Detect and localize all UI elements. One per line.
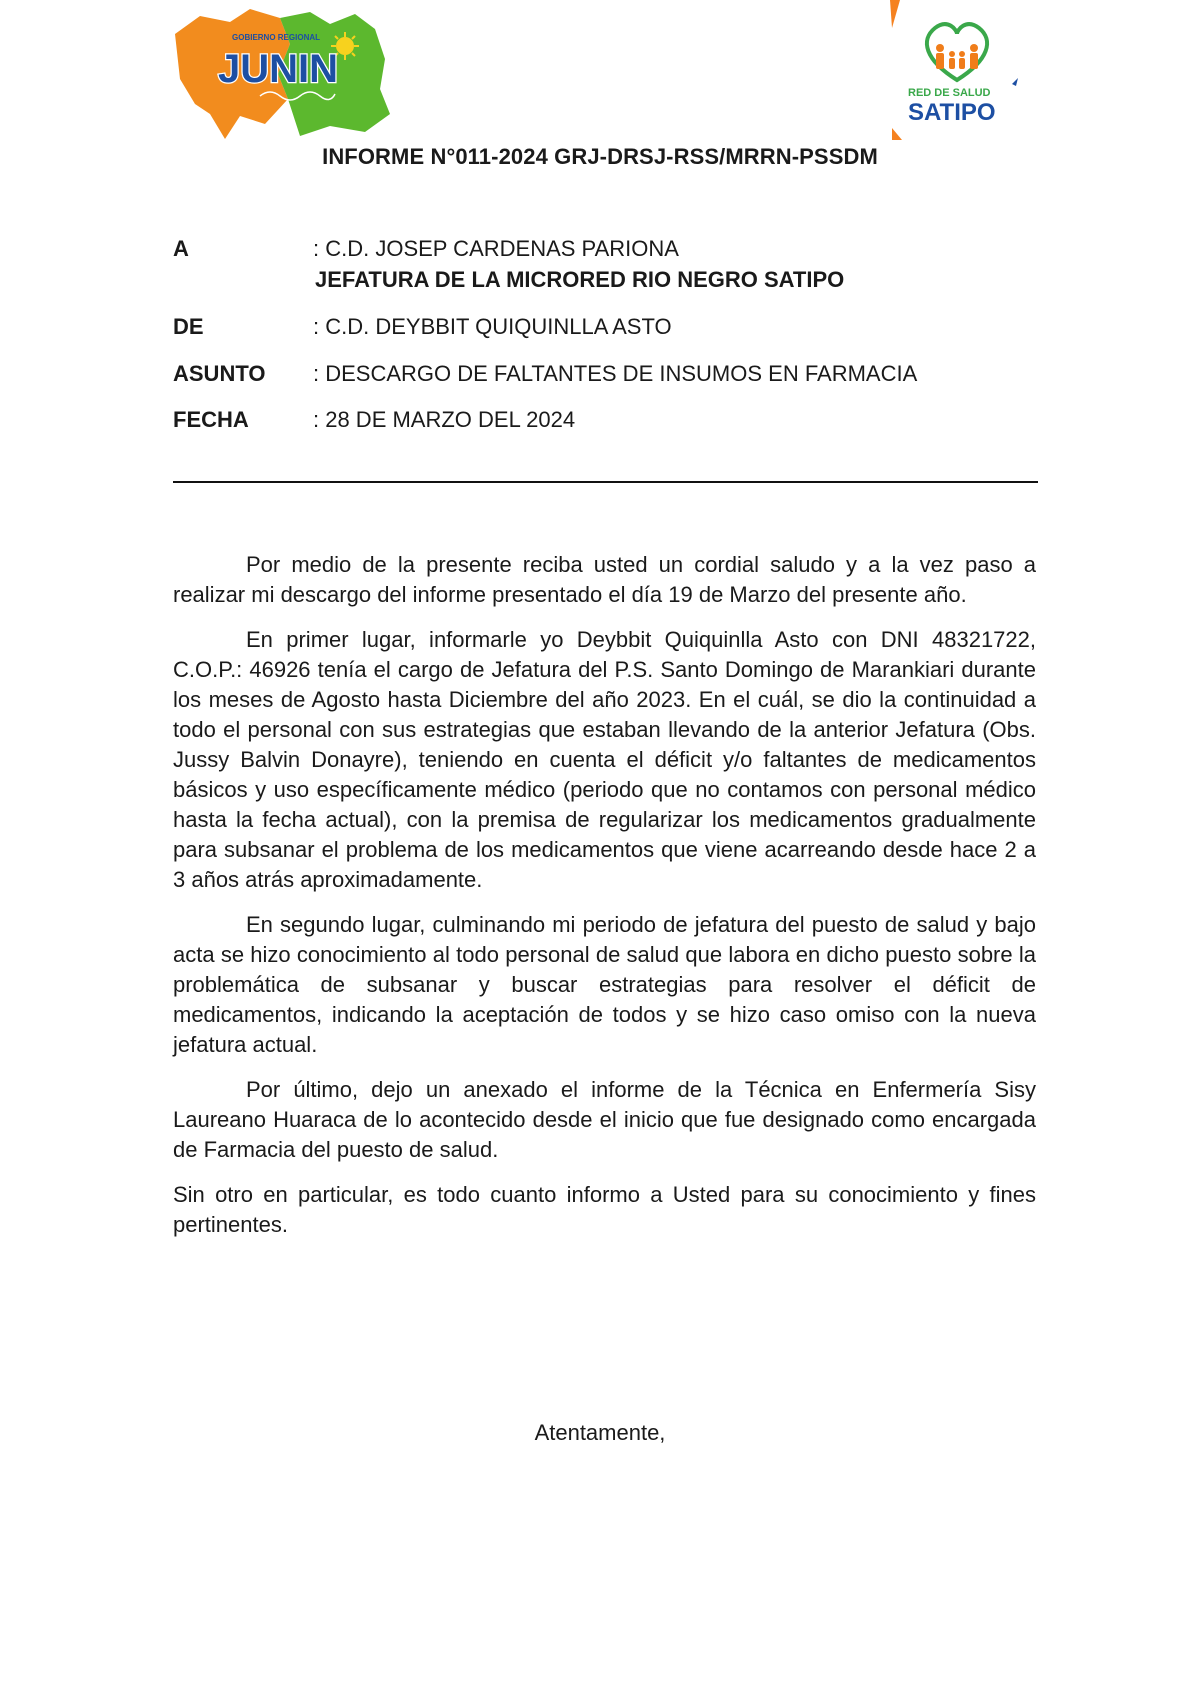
logo-small-text: GOBIERNO REGIONAL [232, 33, 321, 42]
logo-line2-text: SATIPO [908, 99, 996, 126]
field-date-label: FECHA [173, 407, 249, 432]
letter-body [173, 550, 1036, 1255]
field-from-label: DE [173, 314, 204, 339]
paragraph-closing-remark: Sin otro en particular, es todo cuanto informo a Usted para su conocimiento y fines pertinentes. [173, 1182, 1036, 1237]
header-divider [173, 481, 1038, 483]
red-salud-satipo-logo [890, 0, 1040, 145]
family-heart-icon [890, 0, 1040, 145]
report-title: INFORME N°011-2024 GRJ-DRSJ-RSS/MRRN-PSSDM [322, 144, 878, 169]
closing-salutation: Atentamente, [534, 1420, 666, 1445]
field-subject-label: ASUNTO [173, 361, 266, 386]
paragraph-second-point: En segundo lugar, culminando mi periodo de jefatura del puesto de salud y bajo acta se hizo conocimiento al todo personal de salud que labora en dicho puesto sobre la problemática de subsanar y buscar estrategias para resolver el déficit de medicamentos, indicando la aceptación de todos y se hizo caso omiso con la nueva jefatura actual. [173, 912, 1036, 1057]
paragraph-last-point: Por último, dejo un anexado el informe de la Técnica en Enfermería Sisy Laureano Huaraca de lo acontecido desde el inicio que fue designado como encargada de Farmacia del puesto de salud. [173, 1077, 1036, 1162]
field-from-value: : C.D. DEYBBIT QUIQUINLLA ASTO [313, 314, 672, 339]
paragraph-first-point: En primer lugar, informarle yo Deybbit Quiquinlla Asto con DNI 48321722, C.O.P.: 46926 tenía el cargo de Jefatura del P.S. Santo Domingo de Marankiari durante los meses de Agosto hasta Diciembre del año 2023. En el cuál, se dio la continuidad a todo el personal con sus estrategias que estaban llevando de la anterior Jefatura (Obs. Jussy Balvin Donayre), teniendo en cuenta el déficit y/o faltantes de medicamentos básicos y uso específicamente médico (periodo que no contamos con personal médico hasta la fecha actual), con la premisa de regularizar los medicamentos gradualmente para subsanar el problema de los medicamentos que viene acarreando desde hace 2 a 3 años atrás aproximadamente. [173, 627, 1036, 892]
field-to-value: : C.D. JOSEP CARDENAS PARIONA [313, 236, 679, 261]
logo-line1-text: RED DE SALUD [908, 87, 991, 99]
paragraph-greeting: Por medio de la presente reciba usted un cordial saludo y a la vez paso a realizar mi descargo del informe presentado el día 19 de Marzo del presente año. [173, 552, 1036, 607]
field-subject-value: : DESCARGO DE FALTANTES DE INSUMOS EN FARMACIA [313, 361, 918, 386]
field-to-label: A [173, 236, 189, 261]
junin-region-logo [170, 4, 400, 144]
field-date-value: : 28 DE MARZO DEL 2024 [313, 407, 576, 432]
junin-region-map-icon [170, 4, 400, 144]
field-to-value-line2: JEFATURA DE LA MICRORED RIO NEGRO SATIPO [315, 267, 845, 292]
logo-name-text: JUNIN [218, 47, 339, 91]
